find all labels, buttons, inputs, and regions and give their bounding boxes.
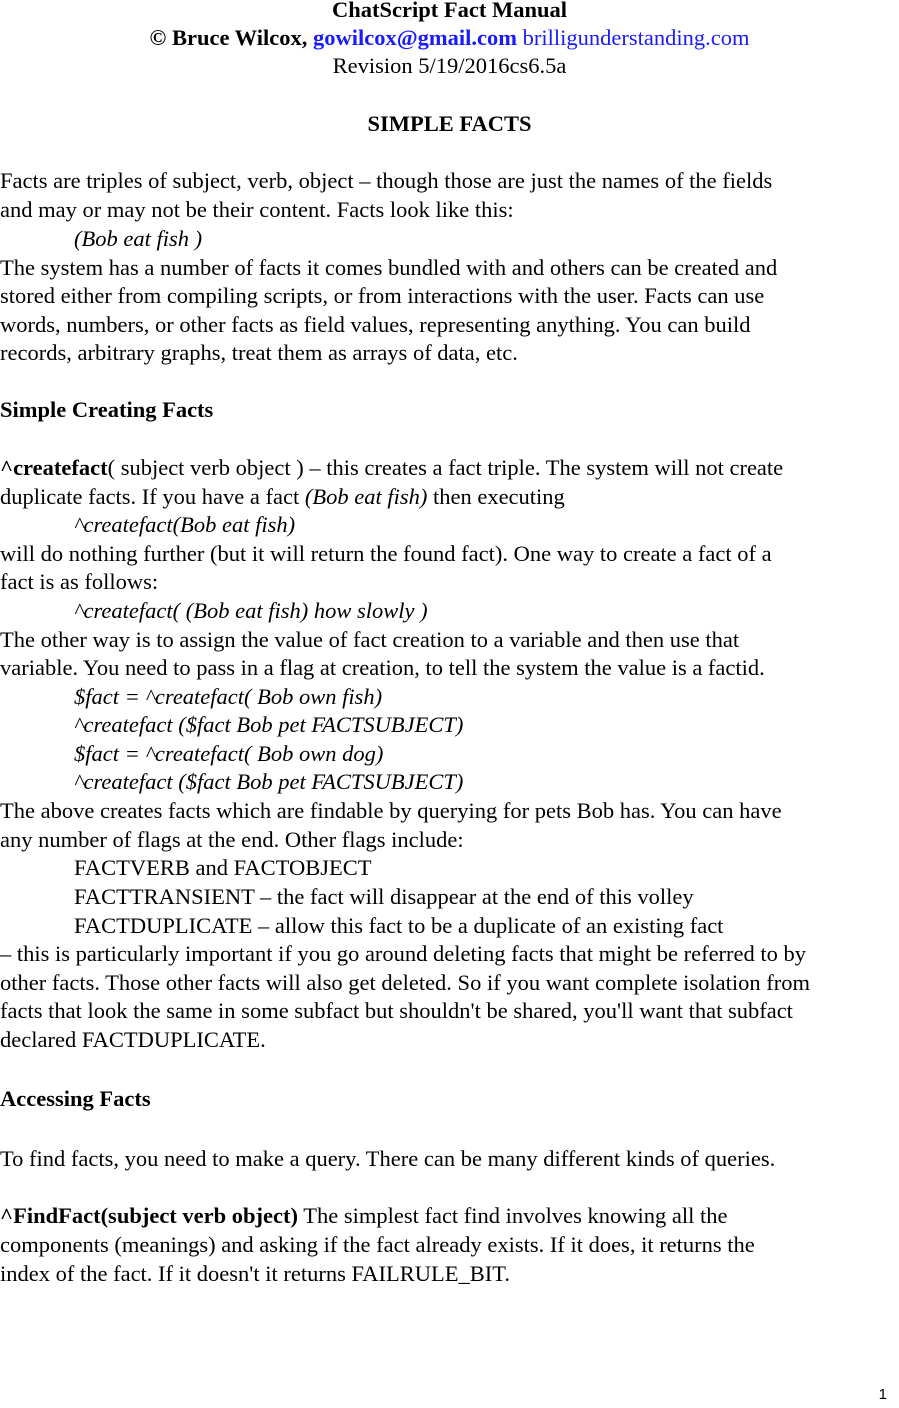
paragraph-line: To find facts, you need to make a query. There can be many different kinds of queries. — [0, 1146, 776, 1171]
code-example: $fact = ^createfact( Bob own fish) — [74, 684, 383, 709]
paragraph-line: stored either from compiling scripts, or from interactions with the user. Facts can use — [0, 283, 765, 308]
doc-title: ChatScript Fact Manual — [332, 0, 567, 22]
line-text: then executing — [427, 484, 565, 509]
code-example: ^createfact(Bob eat fish) — [74, 512, 296, 537]
paragraph-line: The system has a number of facts it comes bundled with and others can be created and — [0, 255, 778, 280]
page-number: 1 — [878, 1386, 887, 1403]
paragraph-line: components (meanings) and asking if the fact already exists. If it does, it returns the — [0, 1232, 755, 1257]
paragraph-line: other facts. Those other facts will also get deleted. So if you want complete isolation from — [0, 970, 810, 995]
flag-item: FACTTRANSIENT – the fact will disappear at the end of this volley — [74, 884, 694, 909]
paragraph-line: words, numbers, or other facts as field values, representing anything. You can build — [0, 312, 751, 337]
website-link[interactable]: brilligunderstanding.com — [522, 25, 750, 50]
paragraph-line: Facts are triples of subject, verb, object – though those are just the names of the fields — [0, 168, 773, 193]
author-line — [0, 24, 899, 52]
paragraph-line: The above creates facts which are findable by querying for pets Bob has. You can have — [0, 798, 782, 823]
paragraph-line: – this is particularly important if you go around deleting facts that might be referred to by — [0, 941, 807, 966]
code-example: (Bob eat fish ) — [74, 226, 203, 251]
flag-item: FACTDUPLICATE – allow this fact to be a duplicate of an existing fact — [74, 913, 724, 938]
author-email-link[interactable]: gowilcox@gmail.com — [312, 25, 518, 50]
copyright-text: © Bruce Wilcox, — [149, 25, 308, 50]
revision-text: Revision 5/19/2016cs6.5a — [332, 53, 567, 78]
code-example: $fact = ^createfact( Bob own dog) — [74, 741, 384, 766]
code-example: ^createfact ($fact Bob pet FACTSUBJECT) — [74, 712, 464, 737]
code-example: ^createfact ($fact Bob pet FACTSUBJECT) — [74, 769, 464, 794]
paragraph-line: variable. You need to pass in a flag at creation, to tell the system the value is a factid. — [0, 655, 765, 680]
paragraph-line — [0, 1202, 728, 1230]
line-text: ( subject verb object ) – this creates a fact triple. The system will not create — [107, 455, 784, 480]
paragraph-line — [0, 483, 565, 511]
function-name: ^FindFact(subject verb object) — [0, 1203, 299, 1228]
inline-fact: (Bob eat fish) — [304, 484, 428, 509]
paragraph-line: and may or may not be their content. Facts look like this: — [0, 197, 514, 222]
subsection-heading: Simple Creating Facts — [0, 397, 214, 422]
paragraph-line: The other way is to assign the value of fact creation to a variable and then use that — [0, 627, 740, 652]
line-text: The simplest fact find involves knowing all the — [298, 1203, 728, 1228]
paragraph-line: index of the fact. If it doesn't it returns FAILRULE_BIT. — [0, 1261, 510, 1286]
section-title: SIMPLE FACTS — [367, 111, 532, 136]
subsection-heading: Accessing Facts — [0, 1086, 151, 1111]
code-example: ^createfact( (Bob eat fish) how slowly ) — [74, 598, 428, 623]
paragraph-line — [0, 454, 783, 482]
paragraph-line: facts that look the same in some subfact but shouldn't be shared, you'll want that subfact — [0, 998, 793, 1023]
paragraph-line: records, arbitrary graphs, treat them as arrays of data, etc. — [0, 340, 518, 365]
line-text: duplicate facts. If you have a fact — [0, 484, 305, 509]
function-name: ^createfact — [0, 455, 108, 480]
paragraph-line: will do nothing further (but it will return the found fact). One way to create a fact of a — [0, 541, 772, 566]
paragraph-line: any number of flags at the end. Other flags include: — [0, 827, 464, 852]
paragraph-line: declared FACTDUPLICATE. — [0, 1027, 266, 1052]
flag-item: FACTVERB and FACTOBJECT — [74, 855, 372, 880]
paragraph-line: fact is as follows: — [0, 569, 159, 594]
